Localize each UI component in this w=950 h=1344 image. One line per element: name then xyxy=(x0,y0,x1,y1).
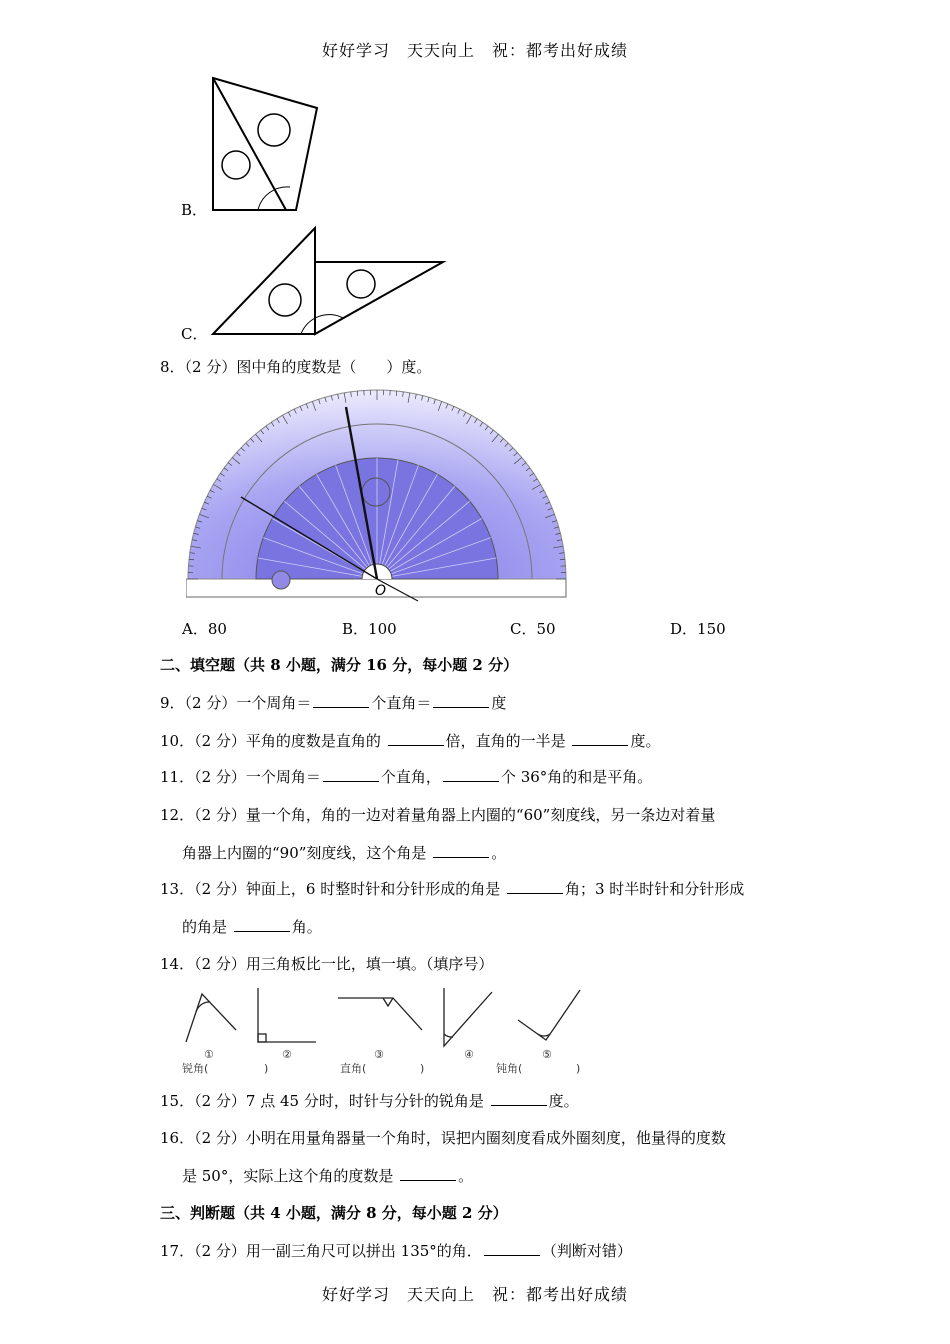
q9-blank-2[interactable] xyxy=(433,693,489,708)
q8-protractor xyxy=(186,387,568,605)
svg-text:钝角(: 钝角( xyxy=(496,1062,523,1075)
q16-line1: 16．（2 分）小明在用量角器量一个角时，误把内圈刻度看成外圈刻度，他量得的度数 xyxy=(160,1129,726,1147)
q14-angles-figure xyxy=(178,984,598,1080)
q13-blank-1[interactable] xyxy=(507,879,563,894)
page-header: 好好学习 天天向上 祝：都考出好成绩 xyxy=(321,41,628,60)
q15-blank[interactable] xyxy=(491,1091,547,1106)
q10-blank-1[interactable] xyxy=(388,731,444,746)
svg-text:④: ④ xyxy=(464,1048,474,1061)
q8-option-d[interactable]: D．150 xyxy=(670,620,726,638)
q11: 11．（2 分）一个周角＝ 个直角， 个 36°角的和是平角。 xyxy=(160,768,653,786)
q7-option-c-figure[interactable] xyxy=(205,222,450,342)
q13-line2: 的角是 角。 xyxy=(182,918,322,936)
svg-text:锐角(: 锐角( xyxy=(182,1062,209,1075)
q9: 9．（2 分）一个周角＝ 个直角＝ 度 xyxy=(160,694,507,712)
q12-blank[interactable] xyxy=(433,843,489,858)
q7-option-c-label[interactable]: C． xyxy=(181,325,208,343)
svg-text:): ) xyxy=(264,1062,269,1075)
q17: 17．（2 分）用一副三角尺可以拼出 135°的角． （判断对错） xyxy=(160,1242,632,1260)
q9-blank-1[interactable] xyxy=(313,693,369,708)
q7-option-b-figure[interactable] xyxy=(200,70,330,220)
q16-line2: 是 50°，实际上这个角的度数是 。 xyxy=(182,1167,474,1185)
q7-option-b-label[interactable]: B． xyxy=(181,201,208,219)
svg-text:②: ② xyxy=(282,1048,292,1061)
section2-title: 二、填空题（共 8 小题，满分 16 分，每小题 2 分） xyxy=(160,656,519,674)
q12-line1: 12．（2 分）量一个角，角的一边对着量角器上内圈的“60”刻度线，另一条边对着量 xyxy=(160,806,716,824)
q8-option-a[interactable]: A．80 xyxy=(182,620,227,638)
svg-text:): ) xyxy=(576,1062,581,1075)
svg-text:①: ① xyxy=(204,1048,214,1061)
q8-option-b[interactable]: B．100 xyxy=(342,620,397,638)
svg-text:直角(: 直角( xyxy=(340,1062,367,1075)
q11-blank-2[interactable] xyxy=(443,767,499,782)
page-footer: 好好学习 天天向上 祝：都考出好成绩 xyxy=(321,1285,628,1304)
svg-text:③: ③ xyxy=(374,1048,384,1061)
q16-blank[interactable] xyxy=(400,1166,456,1181)
q10: 10．（2 分）平角的度数是直角的 倍，直角的一半是 度。 xyxy=(160,732,661,750)
q13-line1: 13．（2 分）钟面上，6 时整时针和分针形成的角是 角；3 时半时针和分针形成 xyxy=(160,880,745,898)
q17-blank[interactable] xyxy=(484,1241,540,1256)
svg-text:⑤: ⑤ xyxy=(542,1048,552,1061)
protractor-origin-label: O xyxy=(375,583,387,599)
q10-blank-2[interactable] xyxy=(572,731,628,746)
svg-text:): ) xyxy=(420,1062,425,1075)
q15: 15．（2 分）7 点 45 分时，时针与分针的锐角是 度。 xyxy=(160,1092,579,1110)
q12-line2: 角器上内圈的“90”刻度线，这个角是 。 xyxy=(182,844,507,862)
q11-blank-1[interactable] xyxy=(323,767,379,782)
section3-title: 三、判断题（共 4 小题，满分 8 分，每小题 2 分） xyxy=(160,1204,508,1222)
q8-stem: 8．（2 分）图中角的度数是（ ）度。 xyxy=(160,358,432,376)
q8-option-c[interactable]: C．50 xyxy=(510,620,556,638)
q13-blank-2[interactable] xyxy=(234,917,290,932)
q14-stem: 14．（2 分）用三角板比一比，填一填。（填序号） xyxy=(160,955,494,973)
